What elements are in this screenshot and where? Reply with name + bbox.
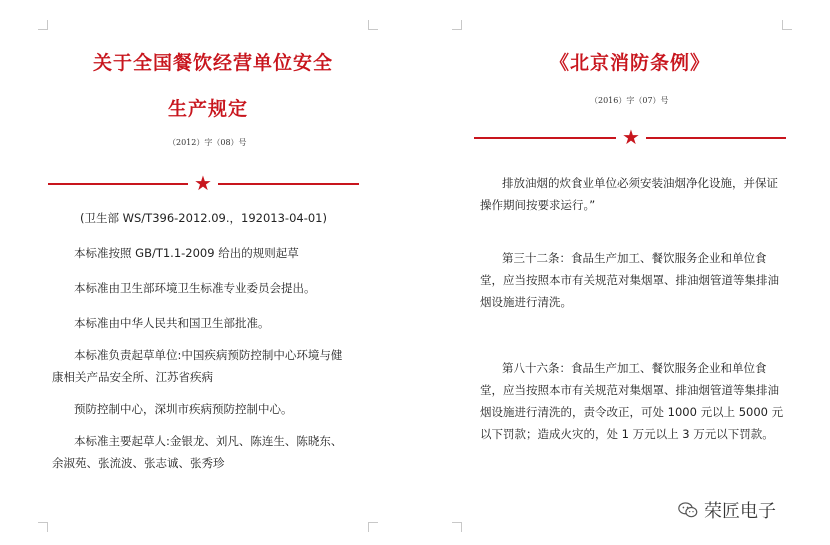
paragraph: 本标准由中华人民共和国卫生部批准。: [74, 316, 270, 330]
star-icon: ★: [194, 171, 212, 195]
document-number: （2012）字（08）号: [168, 138, 247, 147]
red-star-divider: [48, 171, 359, 195]
crop-mark: [782, 20, 792, 30]
paragraph: 第八十六条：食品生产加工、餐饮服务企业和单位食堂，应当按照本市有关规范对集烟罩、排油烟管道等集排油烟设施进行清洗的，责令改正，可处 1000 元以上 5000 元以下罚款；造成火灾的，处 1 万元以上 3 万元以下罚款。: [480, 361, 784, 441]
crop-mark: [38, 20, 48, 30]
wechat-icon: [678, 501, 698, 519]
watermark: [678, 498, 818, 522]
paragraph: 本标准主要起草人:金银龙、刘凡、陈连生、陈晓东、余淑苑、张流波、张志诚、张秀珍: [52, 434, 343, 470]
left-document-page: [8, 0, 408, 545]
crop-mark: [368, 522, 378, 532]
document-title-line-1: 关于全国餐饮经营单位安全: [93, 52, 334, 74]
paragraph: 本标准负责起草单位:中国疾病预防控制中心环境与健康相关产品安全所、江苏省疾病: [52, 348, 343, 384]
right-document-page: [422, 0, 822, 545]
crop-mark: [452, 522, 462, 532]
paragraph: 排放油烟的炊食业单位必须安装油烟净化设施，并保证操作期间按要求运行。”: [480, 176, 778, 212]
paragraph: 本标准由卫生部环境卫生标准专业委员会提出。: [74, 281, 316, 295]
watermark-text: 荣匠电子: [704, 501, 776, 522]
crop-mark: [452, 20, 462, 30]
crop-mark: [368, 20, 378, 30]
crop-mark: [38, 522, 48, 532]
paragraph: (卫生部 WS/T396-2012.09.，192013-04-01): [80, 211, 327, 225]
paragraph: 本标准按照 GB/T1.1-2009 给出的规则起草: [74, 246, 299, 260]
document-title: 《北京消防条例》: [550, 52, 711, 74]
red-star-divider: [474, 125, 786, 149]
document-title-line-2: 生产规定: [168, 98, 249, 120]
document-number: （2016）字（07）号: [590, 96, 669, 105]
paragraph: 预防控制中心，深圳市疾病预防控制中心。: [74, 402, 293, 416]
star-icon: ★: [622, 125, 640, 149]
paragraph: 第三十二条：食品生产加工、餐饮服务企业和单位食堂，应当按照本市有关规范对集烟罩、排油烟管道等集排油烟设施进行清洗。: [480, 251, 779, 309]
